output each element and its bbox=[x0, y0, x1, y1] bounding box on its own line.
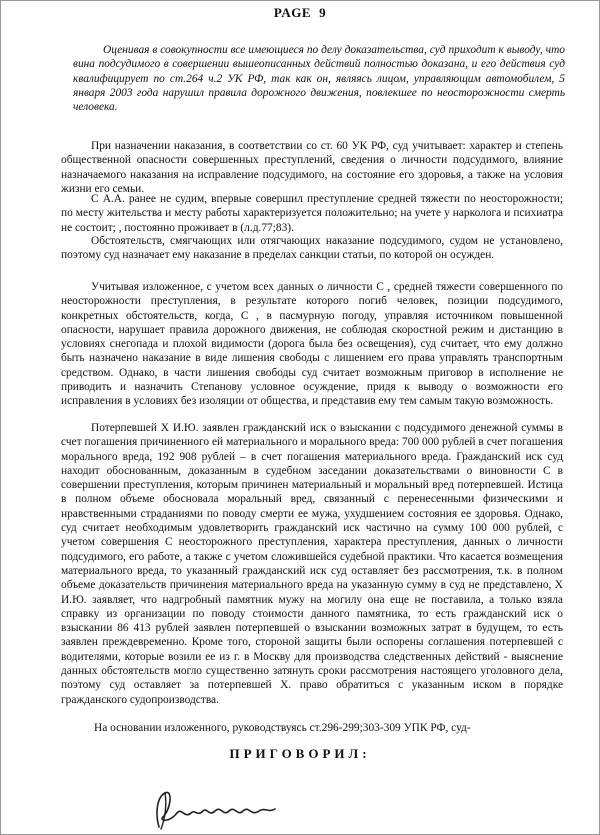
paragraph-defendant-info: С А.А. ранее не судим, впервые совершил преступление средней тяжести по неосторожности; по месту жительства и месту работы характеризуется положительно; на учете у нарколога и психиатра не состоит; , постоянно проживает в (л.д.77;83). bbox=[61, 193, 563, 234]
paragraph-conclusion: Оценивая в совокупности все имеющиеся по делу доказательства, суд приходит к выводу, что вина подсудимого в совершении вышеописанных действий полностью доказана, и его действия суд квалифицирует по ст.264 ч.2 УК РФ, так как он, являясь лицом, управляющим автомобилем, 5 января 2003 года нарушил правила дорожного движения, повлекшее по неосторожности смерть человека. bbox=[73, 44, 565, 114]
page-label: PAGE bbox=[273, 5, 312, 20]
paragraph-circumstances: Обстоятельств, смягчающих или отягчающих наказание подсудимого, судом не установлено, поэтому суд назначает ему наказание в пределах санкции статьи, по которой он осужден. bbox=[61, 235, 563, 262]
signature-icon bbox=[151, 783, 301, 833]
page-number: 9 bbox=[319, 5, 327, 20]
paragraph-sentencing-criteria: При назначении наказания, в соответствии со ст. 60 УК РФ, суд учитывает: характер и степень общественной опасности совершенных преступлений, сведения о личности подсудимого, влияние назначаемого наказания на исправление подсудимого, на состояние его здоровья, а также на условия жизни его семьи. bbox=[61, 140, 563, 195]
verdict-heading: ПРИГОВОРИЛ: bbox=[229, 746, 371, 761]
paragraph-civil-claim: Потерпевшей Х И.Ю. заявлен гражданский иск о взыскании с подсудимого денежной суммы в счет погашения причиненного ей материального и морального вреда: 700 000 рублей в счет погашения морального вреда, 192 908 рублей – в счет погашения материального вреда. Гражданский иск суд находит обоснованным, доказанным в судебном заседании доказательствами о виновности С в совершении преступления, которым причинен материальный и моральный вред потерпевшей. Истица в полном объеме обосновала моральный вред, связанный с перенесенными физическими и нравственными страданиями по поводу смерти ее мужа, ухудшением состояния ее здоровья. Однако, суд считает необходимым удовлетворить гражданский иск частично на сумму 100 000 рублей, с учетом совершения С неосторожного преступления, характера преступления, данных о личности подсудимого, его работе, а также с учетом сложившейся судебной практики. Что касается возмещения материального вреда, то указанный гражданский иск суд оставляет без рассмотрения, т.к. в полном объеме доказательств причинения материального вреда на указанную сумму в суд не представлено, Х И.Ю. заявляет, что надгробный памятник мужу на могилу она еще не поставила, а только взяла справку из организации по поводу стоимости данного памятника, то есть гражданский иск о взыскании 86 413 рублей заявлен потерпевшей о взыскании возможных затрат в будущем, то есть заявлен преждевременно. Кроме того, стороной защиты были оспорены соглашения потерпевшей с водителями, которые возили ее из г. в Москву для производства следственных действий - выяснение данных обстоятельств могло существенно затянуть сроки рассмотрения настоящего уголовного дела, поэтому суд оставляет за потерпевшей Х. право обратиться с указанным иском в порядке гражданского судопроизводства. bbox=[61, 422, 563, 706]
paragraph-basis: На основании изложенного, руководствуясь ст.296-299;303-309 УПК РФ, суд- bbox=[94, 722, 471, 734]
paragraph-considering: Учитывая изложенное, с учетом всех данных о личности С , средней тяжести совершенного по неосторожности преступления, в результате которого погиб человек, позиции подсудимого, конкретных обстоятельств, когда, С , в пасмурную погоду, управляя источником повышенной опасности, нарушает правила дорожного движения, не соблюдая скоростной режим и дистанцию в условиях снегопада и плохой видимости (дорога была без освещения), суд считает, что ему должно быть назначено наказание в виде лишения свободы с лишением его права управлять транспортным средством. Однако, в части лишения свободы суд считает возможным приговор в исполнение не приводить и назначить Степанову условное осуждение, придя к выводу о возможности его исправления в условиях без изоляции от общества, и представив ему тем самым такую возможность. bbox=[61, 281, 563, 408]
page-header bbox=[1, 5, 599, 21]
